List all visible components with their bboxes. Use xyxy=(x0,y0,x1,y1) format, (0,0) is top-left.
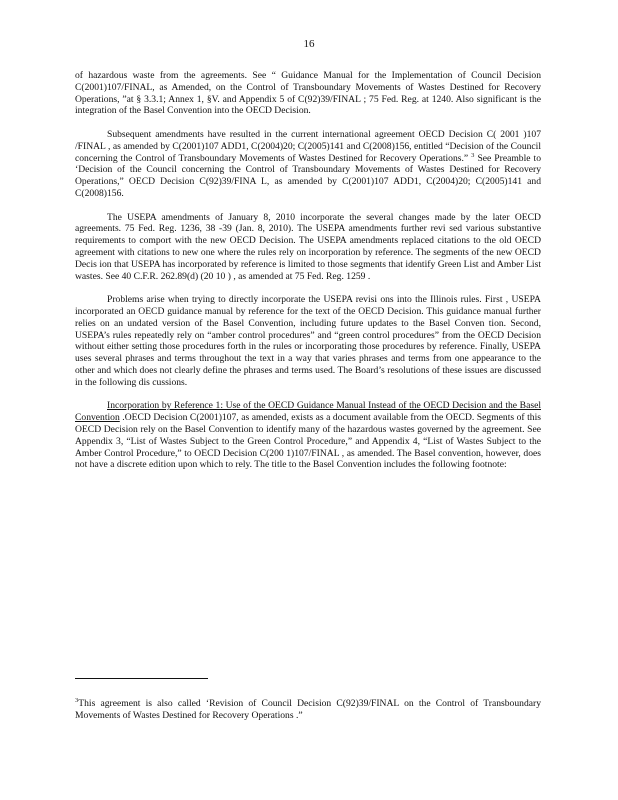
paragraph-1 xyxy=(75,70,541,117)
paragraph-5 xyxy=(75,400,541,471)
paragraph-text: Problems arise when trying to directly incorporate the USEPA revisi ons into the Illinois rules. First , USEPA incorporated an OECD guidance manual by reference for the text of the OECD Decision. This guidance manual further relies on an undated version of the Basel Convention, including future updates to the Basel Conven tion. Second, USEPA’s rules repeatedly rely on “amber control procedures” and “green control procedures” from the OECD Decision without either setting those procedures forth in the rules or incorporating those procedures by reference. Finally, USEPA uses several phrases and terms throughout the text in a way that varies phrases and terms from one appearance to the other and which does not clearly define the phrases and terms used. The Board’s resolutions of these issues are discussed in the following dis cussions. xyxy=(75,294,541,388)
document-body xyxy=(75,70,541,483)
footnote-text: This agreement is also called ‘Revision of Council Decision C(92)39/FINAL on the Control of Transboundary Movements of Wastes Destined for Recovery Operations .” xyxy=(75,698,541,721)
paragraph-text: The USEPA amendments of January 8, 2010 incorporate the several changes made by the later OECD agreements. 75 Fed. Reg. 1236, 38 -39 (Jan. 8, 2010). The USEPA amendments further revi sed various substantive requirements to comport with the new OECD Decision. The USEPA amendments replaced citations to the old OECD agreement with citations to new one where the rules rely on incorporation by reference. The segments of the new OECD Decis ion that USEPA has incorporated by reference is limited to those segments that identify Green List and Amber List wastes. See 40 C.F.R. 262.89(d) (20 10 ) , as amended at 75 Fed. Reg. 1259 . xyxy=(75,211,541,282)
footnote xyxy=(75,698,541,722)
paragraph-4 xyxy=(75,294,541,388)
section-heading: Incorporation by Reference 1: Use of the OECD Guidance Manual Instead of the OECD Decision and the Basel Convention xyxy=(75,400,541,424)
paragraph-text: of hazardous waste from the agreements. See “ Guidance Manual for the Implementation of Council Decision C(2001)107/FINAL, as Amended, on the Control of Transboundary Movements of Wastes Destined for Recovery Operations, ”at § 3.3.1; Annex 1, §V. and Appendix 5 of C(92)39/FINAL ; 75 Fed. Reg. at 1240. Also significant is the integration of the Basel Convention into the OECD Decision. xyxy=(75,70,541,117)
paragraph-text: .OECD Decision C(2001)107, as amended, exists as a document available from the OECD. Segments of this OECD Decision rely on the Basel Convention to identify many of the hazardous wastes governed by the agreement. See Appendix 3, “List of Wastes Subject to the Green Control Procedure,” and Appendix 4, “List of Wastes Subject to the Amber Control Procedure,” to OECD Decision C(200 1)107/FINAL , as amended. The Basel convention, however, does not have a discrete edition upon which to rely. The title to the Basel Convention includes the following footnote: xyxy=(75,412,541,471)
paragraph-text: Subsequent amendments have resulted in the current international agreement OECD Decision C( 2001 )107 /FINAL , as amended by C(2001)107 ADD1, C(2004)20; C(2005)141 and C(2008)156, entitled “Decision of the Council concerning the Control of Transboundary Movements of Wastes Destined for Recovery Operations.” xyxy=(75,128,541,164)
page-number: 16 xyxy=(303,38,315,50)
paragraph-text-continued: See Preamble to ‘Decision of the Council concerning the Control of Transboundary Movements of Wastes Destined for Recovery Operations,” OECD Decision C(92)39/FINA L, as amended by C(2001)107 ADD1, C(2004)20; C(2005)141 and C(2008)156. xyxy=(75,152,541,199)
paragraph-3 xyxy=(75,212,541,283)
paragraph-2 xyxy=(75,129,541,200)
footnote-divider xyxy=(75,678,208,679)
footnote-marker: 3 xyxy=(75,696,79,704)
footnote-reference[interactable]: 3 xyxy=(471,151,475,159)
